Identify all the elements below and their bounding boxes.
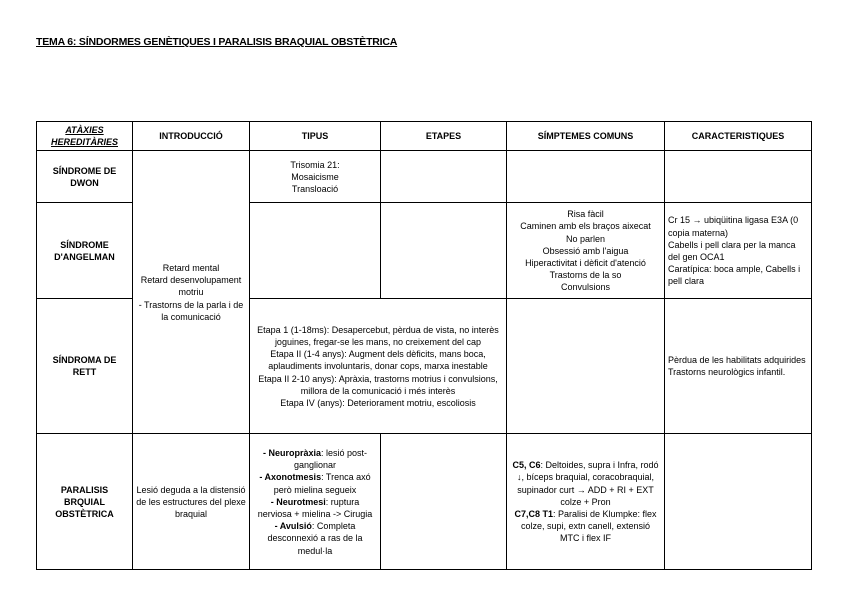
paralisis-tipus-cell [250,434,381,570]
row-paralisis [37,434,812,570]
down-simptomes-cell [507,151,665,203]
angelman-caracteristiques-cell [665,203,812,299]
symptom-block [510,508,661,545]
lesion-type-line [253,471,377,495]
intro-line: - Trastorns de la parla i de la comunicació [138,299,244,322]
lesion-term: - Axonotmesis [259,472,322,483]
lesion-desc: : Completa desconnexió a ras de la medul·la [267,521,363,556]
tipus-line: Transloació [291,184,339,194]
lesion-term: - Neurotmesi [270,496,326,507]
tipus-line: Trisomia 21: [290,159,340,170]
characteristic-line: Cr 15 → ubiqüitina ligasa E3A (0 copia materna) [668,215,799,238]
characteristic-line: Cabells i pell clara per la manca del gen OCA1 [668,239,796,262]
row-down [37,151,812,203]
lesion-desc: : ruptura nerviosa + mielina -> Cirugia [257,496,373,519]
characteristic-line: Caratípica: boca ample, Cabells i pell clara [668,264,801,287]
lesion-term: - Neuropràxia [262,447,321,458]
symptom-line: No parlen [565,233,606,244]
intro-line: Retard mental [162,262,220,273]
down-caracteristiques-cell [665,151,812,203]
paralisis-etapes-cell [381,434,507,570]
symptom-line: Obsessió amb l'aigua [542,245,629,256]
root-term: C5, C6 [512,460,541,471]
characteristic-line: Pèrdua de les habilitats adquirides [668,355,806,366]
header-tipus: TIPUS [250,122,381,151]
intro-line: Retard desenvolupament motriu [140,275,242,298]
header-row [37,122,812,151]
angelman-etapes-cell [381,203,507,299]
rett-caracteristiques-cell [665,299,812,434]
symptom-block [510,459,661,508]
lesion-term: - Avulsió [274,521,312,532]
header-simptomes: SÍMPTEMES COMUNS [507,122,665,151]
rett-simptomes-cell [507,299,665,434]
symptom-line: Trastorns de la so [549,270,622,281]
paralisis-simptomes-cell [507,434,665,570]
symptom-line: Hiperactivitat i dèficit d'atenció [525,258,646,268]
intro-shared-cell [133,151,250,434]
stage-line: Etapa II 2-10 anys): Apràxia, trastorns motrius i convulsions, millora de la comunicació i més interès [258,373,498,396]
row-angelman-name: SÍNDROME D'ANGELMAN [37,203,133,299]
header-caracteristiques: CARACTERISTIQUES [665,122,812,151]
lesion-desc: : lesió post-ganglionar [293,447,368,471]
root-desc: : Deltoides, supra i Infra, rodó ↓, bíceps braquial, coracobraquial, supinador curt → ADD + RI + EXT colze + Pron [516,460,659,507]
angelman-tipus-cell [250,203,381,299]
row-paralisis-name: PARALISIS BRQUIAL OBSTÈTRICA [37,434,133,570]
header-etapes: ETAPES [381,122,507,151]
rett-etapes-cell [250,299,507,434]
lesion-type-line [253,496,377,520]
down-tipus-cell [250,151,381,203]
row-rett-name: SÍNDROMA DE RETT [37,299,133,434]
page-title: TEMA 6: SÍNDORMES GENÈTIQUES I PARALISIS BRAQUIAL OBSTÈTRICA [36,36,398,48]
header-introduccio: INTRODUCCIÓ [133,122,250,151]
angelman-simptomes-cell [507,203,665,299]
stage-line: Etapa IV (anys): Deteriorament motriu, escoliosis [280,397,476,408]
lesion-type-line [253,447,377,471]
syndromes-table [36,121,812,570]
paralisis-caracteristiques-cell [665,434,812,570]
header-ataxies: ATÀXIES HEREDITÀRIES [37,122,133,151]
symptom-line: Convulsions [560,282,611,293]
symptom-line: Risa fàcil [567,209,604,220]
tipus-line: Mosaicisme [291,171,339,182]
root-term: C7,C8 T1 [514,509,553,519]
stage-line: Etapa II (1-4 anys): Augment dels dèficits, mans boca, aplaudiments involuntaris, donar cops, marxa inestable [268,349,488,372]
row-down-name: SÍNDROME DE DWON [37,151,133,203]
stage-line: Etapa 1 (1-18ms): Desapercebut, pèrdua de vista, no interès joguines, fregar-se les mans, no creixement del cap [257,324,499,347]
lesion-type-line [253,520,377,557]
lesion-desc: : Trenca axó però mielina segueix [273,472,371,495]
characteristic-line: Trastorns neurològics infantil. [668,367,786,378]
down-etapes-cell [381,151,507,203]
root-desc: : Paralisi de Klumpke: flex colze, supi, extn canell, extensió MTC i flex IF [520,509,657,544]
paralisis-intro-cell: Lesió deguda a la distensió de les estructures del plexe braquial [133,434,250,570]
symptom-line: Caminen amb els braços aixecat [520,221,651,232]
